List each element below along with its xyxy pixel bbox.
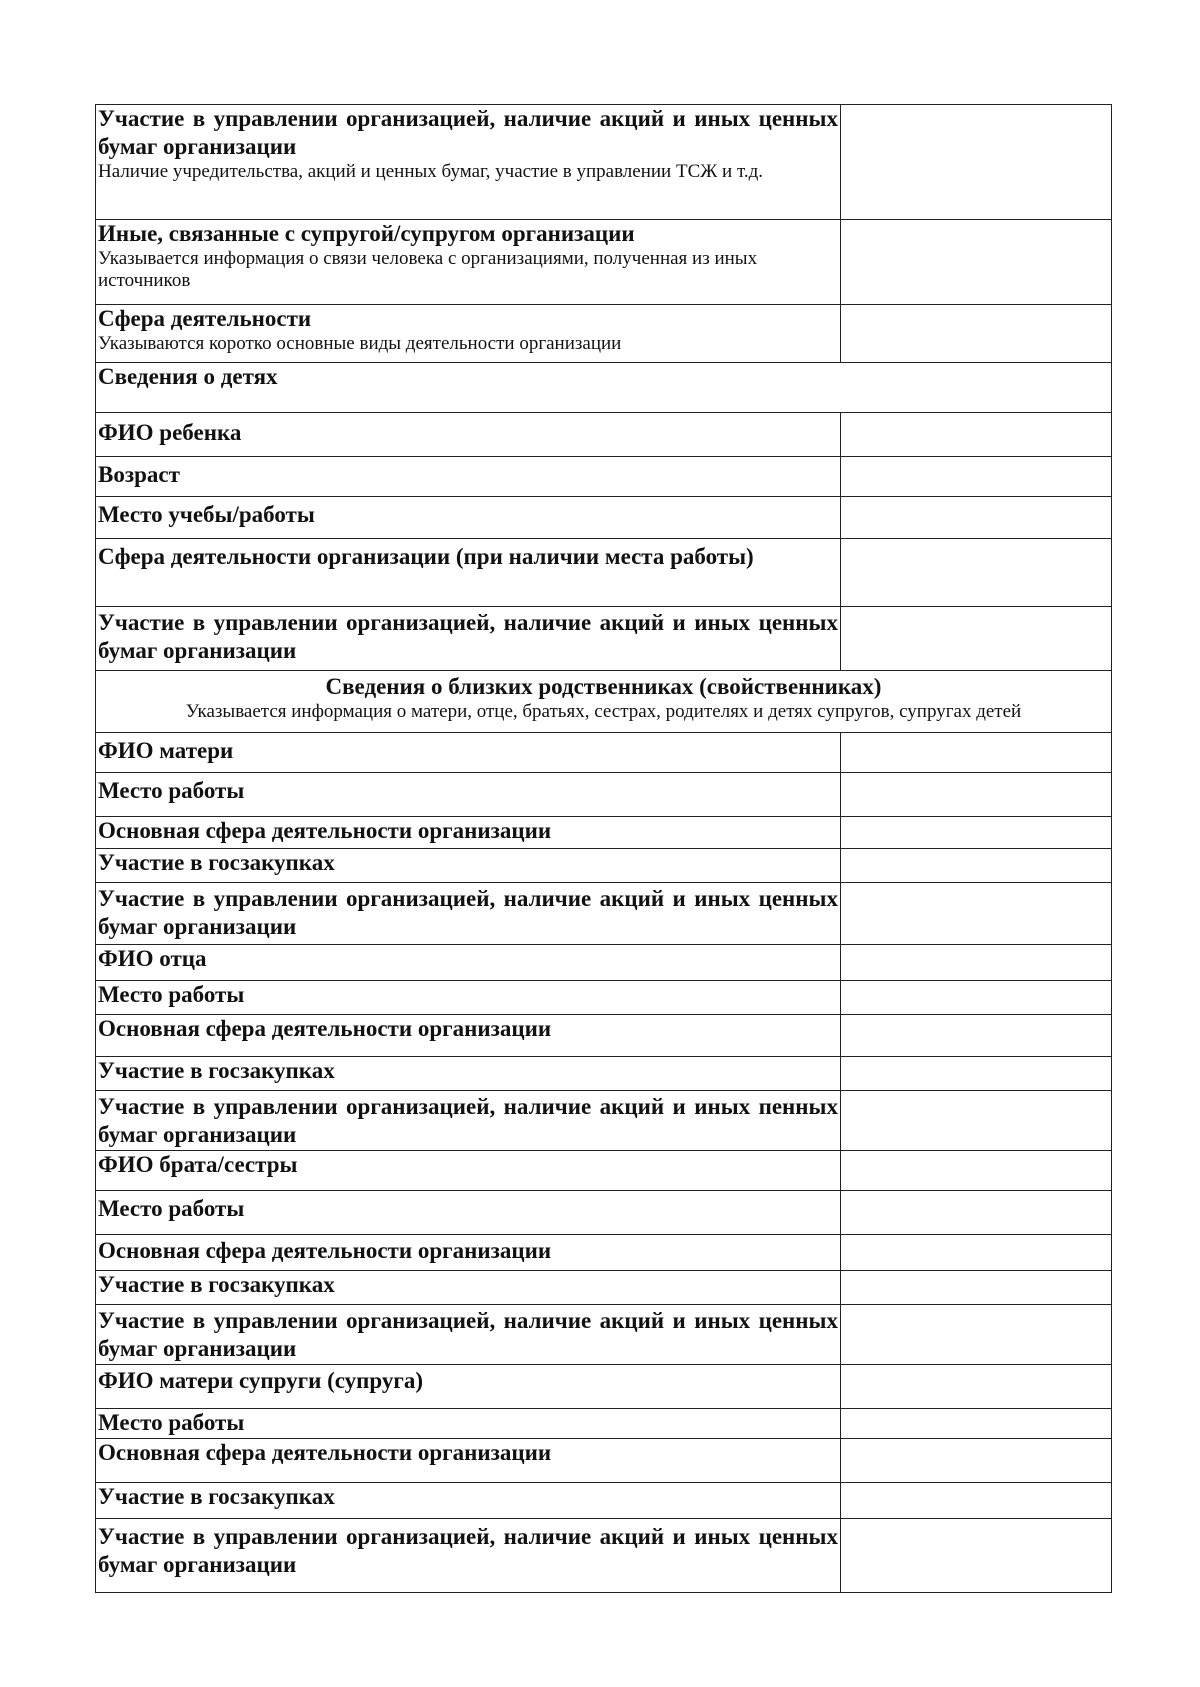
row-label bbox=[96, 1015, 841, 1057]
value-cell[interactable] bbox=[841, 849, 1112, 883]
row-title: Участие в управлении организацией, наличие акций и иных пенных бумаг организации bbox=[98, 1094, 838, 1147]
table-row bbox=[96, 413, 1112, 457]
row-label bbox=[96, 220, 841, 305]
row-title: Сфера деятельности организации (при наличии места работы) bbox=[98, 544, 754, 569]
value-cell[interactable] bbox=[841, 945, 1112, 981]
row-title: Участие в госзакупках bbox=[98, 850, 335, 875]
value-cell[interactable] bbox=[841, 1015, 1112, 1057]
value-cell[interactable] bbox=[841, 817, 1112, 849]
table-row bbox=[96, 1015, 1112, 1057]
table-row bbox=[96, 1519, 1112, 1593]
value-cell[interactable] bbox=[841, 413, 1112, 457]
row-title: Участие в управлении организацией, наличие акций и иных ценных бумаг организации bbox=[98, 1524, 838, 1577]
table-row bbox=[96, 1409, 1112, 1439]
table-row bbox=[96, 883, 1112, 945]
row-label bbox=[96, 497, 841, 539]
row-label bbox=[96, 817, 841, 849]
row-label bbox=[96, 1151, 841, 1191]
row-label bbox=[96, 1439, 841, 1483]
section-title: Сведения о близких родственниках (свойственниках) bbox=[325, 674, 882, 699]
row-title: Иные, связанные с супругой/супругом организации bbox=[98, 221, 635, 246]
value-cell[interactable] bbox=[841, 981, 1112, 1015]
value-cell[interactable] bbox=[841, 1365, 1112, 1409]
table-row bbox=[96, 1271, 1112, 1305]
table-row bbox=[96, 1191, 1112, 1235]
row-title: Участие в управлении организацией, наличие акций и иных ценных бумаг организации bbox=[98, 610, 838, 663]
table-row bbox=[96, 539, 1112, 607]
table-row bbox=[96, 457, 1112, 497]
row-title: Участие в госзакупках bbox=[98, 1484, 335, 1509]
value-cell[interactable] bbox=[841, 607, 1112, 671]
row-label bbox=[96, 849, 841, 883]
table-row bbox=[96, 1091, 1112, 1151]
row-title: Участие в управлении организацией, наличие акций и иных ценных бумаг организации bbox=[98, 106, 838, 159]
value-cell[interactable] bbox=[841, 1439, 1112, 1483]
section-cell bbox=[96, 363, 1112, 413]
table-row bbox=[96, 1151, 1112, 1191]
row-label bbox=[96, 1409, 841, 1439]
value-cell[interactable] bbox=[841, 305, 1112, 363]
row-label bbox=[96, 1365, 841, 1409]
section-title: Сведения о детях bbox=[98, 364, 278, 389]
row-label bbox=[96, 733, 841, 773]
value-cell[interactable] bbox=[841, 105, 1112, 220]
table-row bbox=[96, 1057, 1112, 1091]
row-title: Участие в управлении организацией, наличие акций и иных ценных бумаг организации bbox=[98, 1308, 838, 1361]
row-title: Участие в управлении организацией, наличие акций и иных ценных бумаг организации bbox=[98, 886, 838, 939]
table-row bbox=[96, 1365, 1112, 1409]
table-row bbox=[96, 497, 1112, 539]
row-title: Место работы bbox=[98, 1410, 245, 1435]
table-row bbox=[96, 1305, 1112, 1365]
row-label bbox=[96, 457, 841, 497]
table-row bbox=[96, 733, 1112, 773]
row-description: Указывается информация о связи человека с организациями, полученная из иных источников bbox=[98, 248, 758, 291]
row-label bbox=[96, 1057, 841, 1091]
value-cell[interactable] bbox=[841, 1235, 1112, 1271]
table-row bbox=[96, 105, 1112, 220]
value-cell[interactable] bbox=[841, 1483, 1112, 1519]
row-title: Возраст bbox=[98, 462, 180, 487]
value-cell[interactable] bbox=[841, 883, 1112, 945]
row-title: Место работы bbox=[98, 778, 245, 803]
row-title: Основная сфера деятельности организации bbox=[98, 818, 552, 843]
value-cell[interactable] bbox=[841, 457, 1112, 497]
value-cell[interactable] bbox=[841, 1409, 1112, 1439]
row-title: Основная сфера деятельности организации bbox=[98, 1440, 552, 1465]
row-label bbox=[96, 1305, 841, 1365]
row-title: Место работы bbox=[98, 1196, 245, 1221]
row-label bbox=[96, 1235, 841, 1271]
value-cell[interactable] bbox=[841, 1151, 1112, 1191]
table-row bbox=[96, 305, 1112, 363]
row-title: Место учебы/работы bbox=[98, 502, 315, 527]
table-row bbox=[96, 981, 1112, 1015]
section-description: Указывается информация о матери, отце, братьях, сестрах, родителях и детях супругов, супругах детей bbox=[185, 701, 1022, 722]
table-row bbox=[96, 945, 1112, 981]
row-description: Наличие учредительства, акций и ценных бумаг, участие в управлении ТСЖ и т.д. bbox=[98, 161, 763, 182]
row-title: ФИО брата/сестры bbox=[98, 1152, 298, 1177]
row-title: ФИО матери bbox=[98, 738, 234, 763]
row-title: Основная сфера деятельности организации bbox=[98, 1238, 552, 1263]
row-description: Указываются коротко основные виды деятельности организации bbox=[98, 333, 622, 354]
row-label bbox=[96, 981, 841, 1015]
form-table bbox=[95, 104, 1112, 1593]
row-label bbox=[96, 883, 841, 945]
row-label bbox=[96, 1519, 841, 1593]
row-label bbox=[96, 1271, 841, 1305]
row-title: Участие в госзакупках bbox=[98, 1272, 335, 1297]
value-cell[interactable] bbox=[841, 220, 1112, 305]
table-row bbox=[96, 1439, 1112, 1483]
row-label bbox=[96, 1191, 841, 1235]
value-cell[interactable] bbox=[841, 539, 1112, 607]
row-label bbox=[96, 607, 841, 671]
row-label bbox=[96, 105, 841, 220]
section-header-relatives bbox=[96, 671, 1112, 733]
section-header-children bbox=[96, 363, 1112, 413]
value-cell[interactable] bbox=[841, 1305, 1112, 1365]
row-label bbox=[96, 305, 841, 363]
table-row bbox=[96, 1483, 1112, 1519]
row-title: Основная сфера деятельности организации bbox=[98, 1016, 552, 1041]
row-label bbox=[96, 945, 841, 981]
value-cell[interactable] bbox=[841, 1057, 1112, 1091]
row-label bbox=[96, 539, 841, 607]
value-cell[interactable] bbox=[841, 1271, 1112, 1305]
row-title: Сфера деятельности bbox=[98, 306, 312, 331]
table-row bbox=[96, 220, 1112, 305]
row-title: ФИО отца bbox=[98, 946, 207, 971]
row-label bbox=[96, 1483, 841, 1519]
row-title: Место работы bbox=[98, 982, 245, 1007]
table-row bbox=[96, 849, 1112, 883]
value-cell[interactable] bbox=[841, 773, 1112, 817]
table-row bbox=[96, 1235, 1112, 1271]
value-cell[interactable] bbox=[841, 1519, 1112, 1593]
value-cell[interactable] bbox=[841, 1191, 1112, 1235]
row-title: ФИО матери супруги (супруга) bbox=[98, 1368, 423, 1393]
table-row bbox=[96, 607, 1112, 671]
table-row bbox=[96, 817, 1112, 849]
row-title: ФИО ребенка bbox=[98, 420, 242, 445]
row-label bbox=[96, 1091, 841, 1151]
table-row bbox=[96, 773, 1112, 817]
value-cell[interactable] bbox=[841, 497, 1112, 539]
value-cell[interactable] bbox=[841, 733, 1112, 773]
row-title: Участие в госзакупках bbox=[98, 1058, 335, 1083]
row-label bbox=[96, 773, 841, 817]
value-cell[interactable] bbox=[841, 1091, 1112, 1151]
section-cell bbox=[96, 671, 1112, 733]
row-label bbox=[96, 413, 841, 457]
